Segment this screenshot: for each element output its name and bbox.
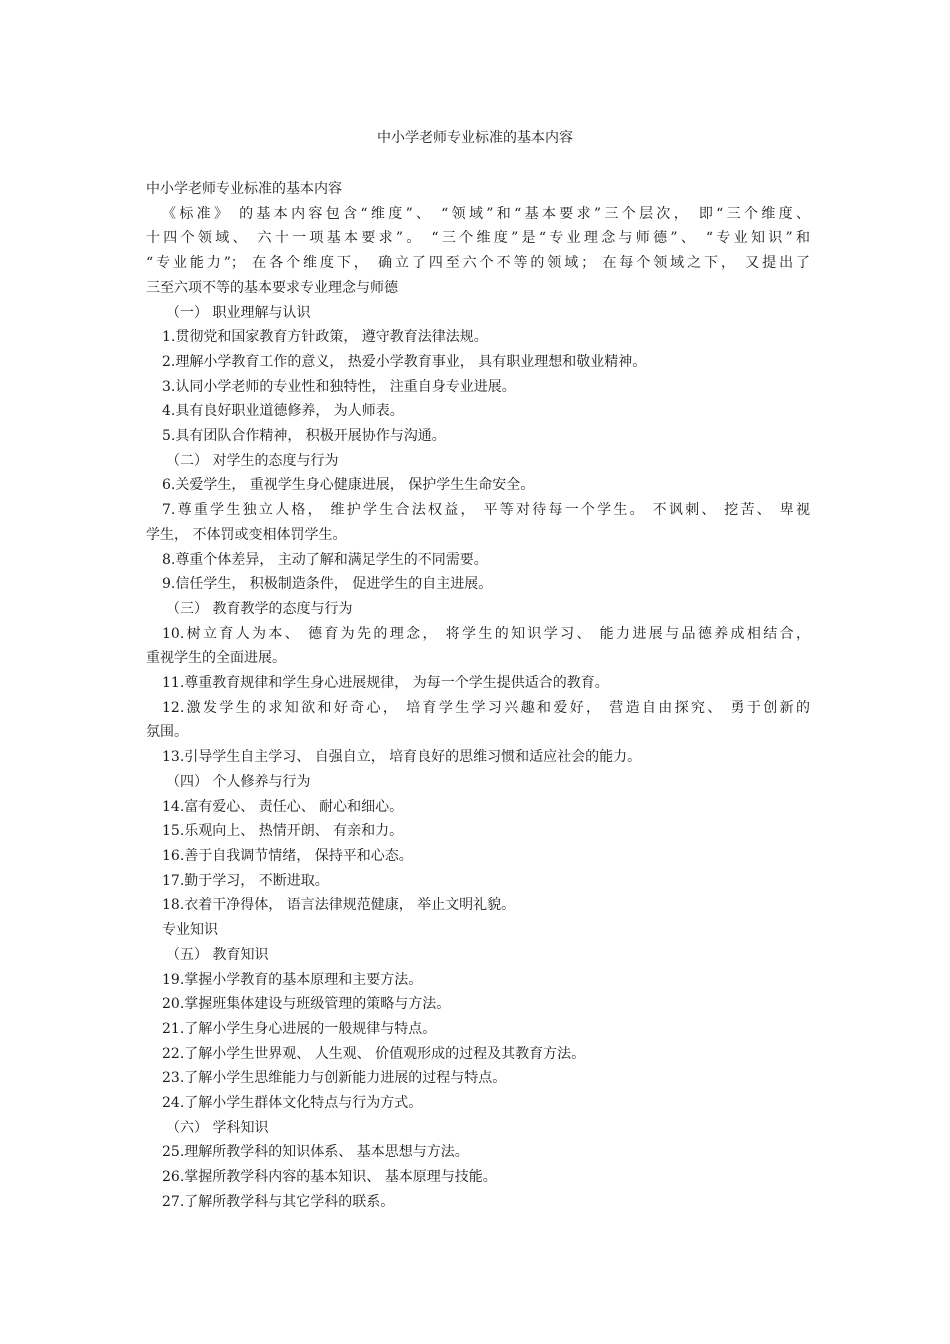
list-item: 7.尊重学生独立人格， 维护学生合法权益， 平等对待每一个学生。 不讽刺、 挖苦、 卑视 [162,502,810,519]
list-item: 8.尊重个体差异， 主动了解和满足学生的不同需要。 [162,551,488,568]
document-body [146,177,810,1215]
list-item: 25.理解所教学科的知识体系、 基本思想与方法。 [162,1144,469,1161]
list-item: 26.掌握所教学科内容的基本知识、 基本原理与技能。 [162,1169,497,1186]
list-item: 10.树立育人为本、 德育为先的理念， 将学生的知识学习、 能力进展与品德养成相结合， [162,625,810,642]
intro-line-3: “专业能力”； 在各个维度下， 确立了四至六个不等的领域； 在每个领域之下， 又提出了 [146,255,810,272]
list-item: 6.关爱学生， 重视学生身心健康进展， 保护学生生命安全。 [162,477,535,494]
list-item: 9.信任学生， 积极制造条件， 促进学生的自主进展。 [162,576,493,593]
sub-heading: （一） 职业理解与认识 [166,304,311,321]
list-item: 1.贯彻党和国家教育方针政策， 遵守教育法律法规。 [162,329,488,346]
sub-heading: （六） 学科知识 [166,1119,269,1136]
list-item: 11.尊重教育规律和学生身心进展规律， 为每一个学生提供适合的教育。 [162,675,609,692]
sub-heading: （三） 教育教学的态度与行为 [166,600,353,617]
document-title: 中小学老师专业标准的基本内容 [377,130,573,146]
list-item: 15.乐观向上、 热情开朗、 有亲和力。 [162,823,404,840]
list-item: 19.掌握小学教育的基本原理和主要方法。 [162,971,423,988]
list-item: 12.激发学生的求知欲和好奇心， 培育学生学习兴趣和爱好， 营造自由探究、 勇于创新的 [162,699,810,716]
list-item: 14.富有爱心、 责任心、 耐心和细心。 [162,798,404,815]
list-item: 13.引导学生自主学习、 自强自立， 培育良好的思维习惯和适应社会的能力。 [162,749,642,766]
list-item: 4.具有良好职业道德修养， 为人师表。 [162,403,404,420]
list-item: 2.理解小学教育工作的意义， 热爱小学教育事业， 具有职业理想和敬业精神。 [162,353,647,370]
list-item-continuation: 学生， 不体罚或变相体罚学生。 [146,526,347,543]
list-item: 22.了解小学生世界观、 人生观、 价值观形成的过程及其教育方法。 [162,1045,586,1062]
list-item: 27.了解所教学科与其它学科的联系。 [162,1193,395,1210]
sub-heading: （四） 个人修养与行为 [166,773,311,790]
list-item: 24.了解小学生群体文化特点与行为方式。 [162,1095,423,1112]
intro-line-2: 十四个领域、 六十一项基本要求”。 “三个维度”是“专业理念与师德”、 “专业知识”和 [146,230,810,247]
list-item: 21.了解小学生身心进展的一般规律与特点。 [162,1020,437,1037]
part-heading: 专业知识 [162,922,218,939]
intro-line-1: 《标准》 的基本内容包含“维度”、 “领域”和“基本要求”三个层次， 即“三个维度、 [162,205,810,222]
sub-heading: （二） 对学生的态度与行为 [166,452,339,469]
list-item: 16.善于自我调节情绪， 保持平和心态。 [162,847,413,864]
list-item: 17.勤于学习， 不断进取。 [162,872,329,889]
list-item: 23.了解小学生思维能力与创新能力进展的过程与特点。 [162,1070,507,1087]
list-item: 20.掌握班集体建设与班级管理的策略与方法。 [162,996,451,1013]
list-item: 3.认同小学老师的专业性和独特性， 注重自身专业进展。 [162,378,516,395]
list-item-continuation: 氛围。 [146,724,188,741]
sub-heading: （五） 教育知识 [166,946,269,963]
list-item: 5.具有团队合作精神， 积极开展协作与沟通。 [162,428,446,445]
section-heading: 中小学老师专业标准的基本内容 [146,181,342,197]
list-item: 18.衣着干净得体， 语言法律规范健康， 举止文明礼貌。 [162,897,516,914]
list-item-continuation: 重视学生的全面进展。 [146,650,286,667]
intro-line-4: 三至六项不等的基本要求专业理念与师德 [146,279,398,296]
